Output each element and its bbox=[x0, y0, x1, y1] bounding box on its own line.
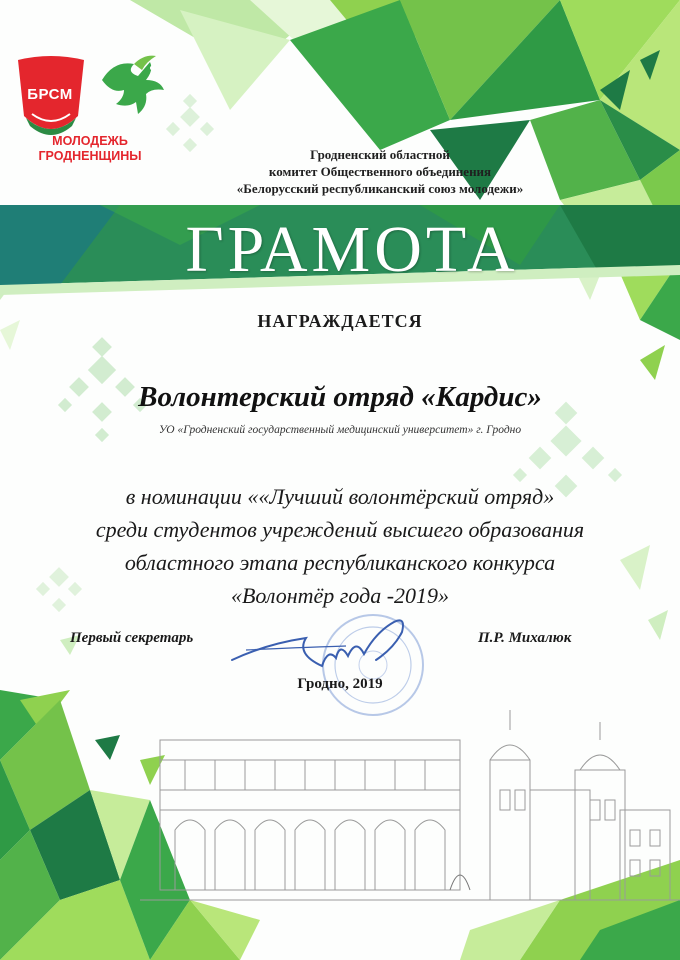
organization-line2: комитет Общественного объединения bbox=[268, 164, 492, 179]
certificate-title: ГРАМОТА bbox=[185, 213, 519, 286]
signatory-name: П.Р. Михалюк bbox=[478, 630, 572, 646]
ornament-top-icon bbox=[166, 94, 214, 152]
organization-heading bbox=[150, 146, 610, 197]
logo-caption-line2: ГРОДНЕНЩИНЫ bbox=[38, 149, 142, 163]
logo-abbreviation: БРСМ bbox=[27, 86, 73, 103]
church-tower-icon bbox=[490, 760, 530, 900]
awarded-label: НАГРАЖДАЕТСЯ bbox=[257, 311, 423, 331]
recipient-name: Волонтерский отряд «Кардис» bbox=[138, 381, 542, 413]
city-sketch bbox=[0, 700, 680, 960]
nomination-line2: среди студентов учреждений высшего образования bbox=[95, 517, 585, 542]
organization-line3: «Белорусский республиканский союз молодежи» bbox=[236, 181, 524, 196]
nomination-text bbox=[0, 480, 680, 612]
place-date: Гродно, 2019 bbox=[297, 676, 383, 692]
brsm-logo bbox=[12, 50, 172, 170]
pegasus-icon bbox=[94, 50, 170, 120]
signatory-role: Первый секретарь bbox=[70, 630, 194, 646]
recipient-institution: УО «Гродненский государственный медицинский университет» г. Гродно bbox=[158, 424, 522, 436]
nomination-line4: «Волонтёр года -2019» bbox=[230, 583, 450, 608]
organization-line1: Гродненский областной bbox=[310, 147, 450, 162]
logo-caption-line1: МОЛОДЕЖЬ bbox=[52, 134, 128, 148]
signature-icon bbox=[226, 608, 426, 678]
nomination-line3: областного этапа республиканского конкурса bbox=[124, 550, 556, 575]
nomination-line1: в номинации ««Лучший волонтёрский отряд» bbox=[125, 484, 555, 509]
